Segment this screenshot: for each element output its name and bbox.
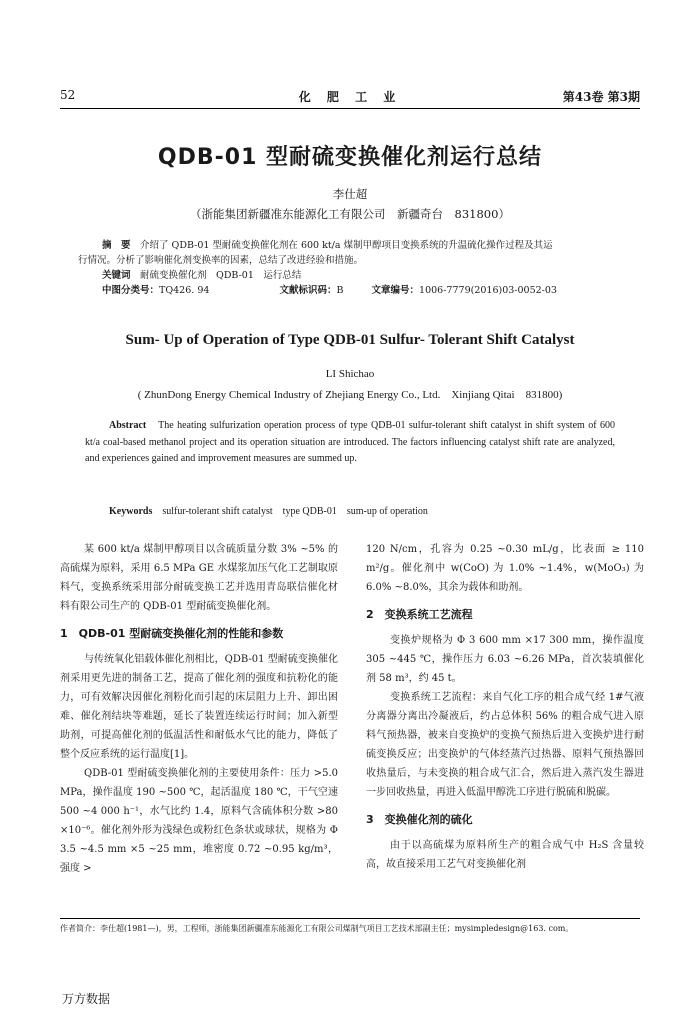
en-author: LI Shichao xyxy=(325,368,375,380)
cn-keywords: 耐硫变换催化剂 QDB-01 运行总结 xyxy=(140,270,302,281)
cn-author: 李仕超 xyxy=(332,187,368,201)
intro-paragraph: 某 600 kt/a 煤制甲醇项目以含硫质量分数 3% ~5% 的高硫煤为原料，采用 6.5 MPa GE 水煤浆加压气化工艺制取原料气，变换系统采用部分耐硫变换工艺并选用青岛联信催化材料有限公司生产的 QDB-01 型耐硫变换催化剂。 xyxy=(60,544,338,612)
page-number: 52 xyxy=(60,88,76,102)
running-header xyxy=(60,88,640,106)
en-keywords-label: Keywords xyxy=(109,506,153,517)
article-no-value: 1006-7779(2016)03-0052-03 xyxy=(419,285,557,296)
cn-abstract-line2: 行情况。分析了影响催化剂变换率的因素，总结了改进经验和措施。 xyxy=(78,255,364,266)
header-rule xyxy=(60,108,640,109)
doc-code-label: 文献标识码： xyxy=(279,285,337,296)
section2-para1: 变换炉规格为 Φ 3 600 mm ×17 300 mm，操作温度 305 ~445 ℃，操作压力 6.03 ~6.26 MPa，首次装填催化剂 58 m³，约 45 t。 xyxy=(366,635,644,684)
en-keywords: sulfur-tolerant shift catalyst type QDB-01 sum-up of operation xyxy=(162,506,428,517)
en-abstract-label: Abstract xyxy=(109,420,147,431)
section1-para2: QDB-01 型耐硫变换催化剂的主要使用条件：压力 >5.0 MPa，操作温度 190 ~500 ℃，起活温度 180 ℃，干气空速 500 ~4 000 h⁻¹，水气比约 1.4，原料气含硫体积分数 >80 ×10⁻⁶。催化剂外形为浅绿色或粉红色条状或球状，规格为 Φ 3.5 ~4.5 mm ×5 ~25 mm，堆密度 0.72 ~0.95 kg/m³，强度 > xyxy=(60,768,338,874)
volume-issue: 第43卷 第3期 xyxy=(562,90,640,104)
en-abstract-text: The heating sulfurization operation process of type QDB-01 sulfur-tolerant shift catalyst in shift system of 600 kt/a coal-based methanol project and its operation situation are introduced. The factors influencing catalyst shift rate are analyzed, and experiences gained and improvement measures are summed up. xyxy=(85,420,615,464)
cn-keywords-label: 关键词 xyxy=(102,270,131,281)
cn-affiliation: （浙能集团新疆准东能源化工有限公司 新疆奇台 831800） xyxy=(190,207,510,221)
footnote-rule xyxy=(60,918,640,919)
en-title: Sum- Up of Operation of Type QDB-01 Sulfur- Tolerant Shift Catalyst xyxy=(125,332,575,348)
journal-name: 化 肥 工 业 xyxy=(298,90,402,104)
watermark: 万方数据 xyxy=(62,992,111,1006)
section1-heading: 1 QDB-01 型耐硫变换催化剂的性能和参数 xyxy=(60,627,284,640)
en-affiliation: ( ZhunDong Energy Chemical Industry of Zhejiang Energy Co., Ltd. Xinjiang Qitai 831800) xyxy=(137,389,563,401)
body-left-column xyxy=(60,540,338,878)
clc-value: TQ426. 94 xyxy=(159,285,210,296)
doc-code-value: B xyxy=(336,285,344,296)
author-footnote: 作者简介：李仕超(1981—)，男，工程师，浙能集团新疆准东能源化工有限公司煤制气项目工艺技术部副主任；mysimpledesign@163. com。 xyxy=(60,924,574,933)
cn-abstract xyxy=(78,238,623,298)
section3-para1: 由于以高硫煤为原料所生产的粗合成气中 H₂S 含量较高，故直接采用工艺气对变换催化剂 xyxy=(366,840,644,870)
cn-title: QDB-01 型耐硫变换催化剂运行总结 xyxy=(157,145,543,170)
section1-continued: 120 N/cm，孔容为 0.25 ~0.30 mL/g，比表面 ≥ 110 m²/g。催化剂中 w(CoO) 为 1.0% ~1.4%，w(MoO₃) 为 6.0% ~8.0%，其余为载体和助剂。 xyxy=(366,544,644,593)
section3-heading: 3 变换催化剂的硫化 xyxy=(366,813,473,826)
section1-para1: 与传统氧化铝载体催化剂相比，QDB-01 型耐硫变换催化剂采用更先进的制备工艺，提高了催化剂的强度和抗粉化的能力，可有效解决因催化剂粉化而引起的床层阻力上升、卸出困难、催化剂结块等难题，延长了装置连续运行时间；加入新型助剂，可提高催化剂的低温活性和耐低水气比的能力，降低了整个反应系统的运行温度[1]。 xyxy=(60,654,338,760)
section2-para2: 变换系统工艺流程：来自气化工序的粗合成气经 1#气液分离器分离出冷凝液后，约占总体积 56% 的粗合成气进入原料气预热器，被来自变换炉的变换气预热后进入变换炉进行耐硫变换反应；出变换炉的气体经蒸汽过热器、原料气预热器回收热量后，与未变换的粗合成气汇合，然后进入蒸汽发生器进一步回收热量，再进入低温甲醇洗工序进行脱硫和脱碳。 xyxy=(366,692,644,798)
cn-abstract-label: 摘 要 xyxy=(102,240,131,251)
section2-heading: 2 变换系统工艺流程 xyxy=(366,608,473,621)
cn-abstract-line1: 介绍了 QDB-01 型耐硫变换催化剂在 600 kt/a 煤制甲醇项目变换系统的升温硫化操作过程及其运 xyxy=(140,240,553,251)
en-abstract xyxy=(85,418,615,468)
cn-meta-line xyxy=(78,283,623,298)
article-no-label: 文章编号： xyxy=(371,285,420,296)
body-right-column xyxy=(366,540,644,874)
en-keywords-line xyxy=(109,502,614,517)
clc-label: 中图分类号： xyxy=(102,285,160,296)
